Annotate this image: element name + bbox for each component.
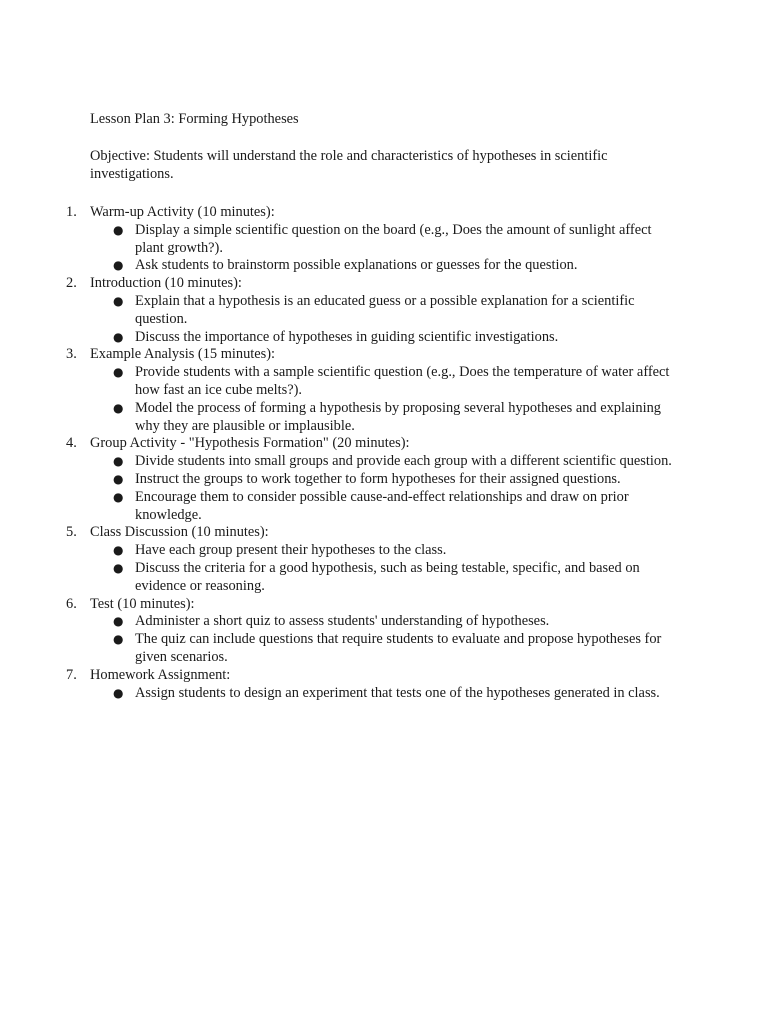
lesson-step-7 — [0, 667, 768, 703]
step-number: 3. — [66, 346, 77, 363]
bullet-item — [0, 257, 683, 275]
step-number: 7. — [66, 666, 77, 683]
bullet-text: Discuss the criteria for a good hypothesis, such as being testable, specific, and based on evidence or reasoning. — [135, 559, 640, 594]
step-heading — [0, 596, 768, 614]
bullet-point-icon: ● — [113, 632, 124, 647]
step-title: Introduction (10 minutes): — [90, 275, 242, 292]
step-heading — [0, 275, 768, 293]
bullet-text: Display a simple scientific question on the board (e.g., Does the amount of sunlight affect plant growth?). — [135, 221, 652, 256]
step-bullet-list — [0, 293, 768, 346]
bullet-item — [0, 631, 683, 667]
lesson-step-6 — [0, 596, 768, 667]
step-bullet-list — [0, 364, 768, 435]
bullet-item — [0, 542, 683, 560]
bullet-text: Explain that a hypothesis is an educated guess or a possible explanation for a scientific question. — [135, 292, 635, 327]
lesson-step-3 — [0, 346, 768, 435]
step-number: 5. — [66, 524, 77, 541]
bullet-text: Discuss the importance of hypotheses in guiding scientific investigations. — [135, 328, 559, 345]
step-heading — [0, 435, 768, 453]
step-title: Test (10 minutes): — [90, 595, 195, 612]
bullet-point-icon: ● — [113, 293, 124, 308]
bullet-text: Administer a short quiz to assess students' understanding of hypotheses. — [135, 613, 550, 630]
bullet-point-icon: ● — [113, 560, 124, 575]
step-bullet-list — [0, 222, 768, 275]
bullet-point-icon: ● — [113, 614, 124, 629]
bullet-text: Model the process of forming a hypothesis by proposing several hypotheses and explaining why they are plausible or implausible. — [135, 399, 661, 434]
step-title: Example Analysis (15 minutes): — [90, 346, 276, 363]
bullet-text: Divide students into small groups and provide each group with a different scientific question. — [135, 453, 672, 470]
step-title: Homework Assignment: — [90, 666, 231, 683]
bullet-point-icon: ● — [113, 400, 124, 415]
bullet-text: Instruct the groups to work together to form hypotheses for their assigned questions. — [135, 470, 621, 487]
bullet-item — [0, 329, 683, 347]
bullet-item — [0, 293, 683, 329]
step-number: 2. — [66, 275, 77, 292]
lesson-step-5 — [0, 524, 768, 595]
bullet-item — [0, 489, 683, 525]
bullet-item — [0, 613, 683, 631]
objective-paragraph: Objective: Students will understand the role and characteristics of hypotheses in scientific investigations. — [90, 148, 608, 182]
lesson-step-1 — [0, 204, 768, 275]
step-bullet-list — [0, 453, 768, 524]
bullet-item — [0, 453, 683, 471]
bullet-point-icon: ● — [113, 543, 124, 558]
bullet-text: Encourage them to consider possible cause-and-effect relationships and draw on prior knowledge. — [135, 488, 629, 523]
bullet-point-icon: ● — [113, 365, 124, 380]
step-title: Warm-up Activity (10 minutes): — [90, 204, 275, 220]
bullet-item — [0, 685, 683, 703]
lesson-step-2 — [0, 275, 768, 346]
step-title: Group Activity - "Hypothesis Formation" (20 minutes): — [90, 435, 410, 452]
step-heading — [0, 204, 768, 222]
step-number: 4. — [66, 435, 77, 452]
bullet-text: Assign students to design an experiment that tests one of the hypotheses generated in class. — [135, 684, 660, 701]
bullet-item — [0, 222, 683, 258]
bullet-point-icon: ● — [113, 329, 124, 344]
step-heading — [0, 524, 768, 542]
bullet-point-icon: ● — [113, 222, 124, 237]
bullet-item — [0, 471, 683, 489]
lesson-step-4 — [0, 435, 768, 524]
bullet-point-icon: ● — [113, 489, 124, 504]
bullet-point-icon: ● — [113, 258, 124, 273]
step-bullet-list — [0, 685, 768, 703]
bullet-point-icon: ● — [113, 685, 124, 700]
bullet-item — [0, 364, 683, 400]
step-number: 1. — [66, 204, 77, 220]
lesson-steps-list — [0, 204, 768, 702]
bullet-item — [0, 400, 683, 436]
bullet-text: The quiz can include questions that require students to evaluate and propose hypotheses for given scenarios. — [135, 631, 662, 665]
step-title: Class Discussion (10 minutes): — [90, 524, 269, 541]
step-heading — [0, 346, 768, 364]
bullet-text: Have each group present their hypotheses to the class. — [135, 542, 447, 559]
bullet-point-icon: ● — [113, 471, 124, 486]
bullet-text: Provide students with a sample scientific question (e.g., Does the temperature of water affect how fast an ice cube melts?). — [135, 364, 670, 398]
page-title: Lesson Plan 3: Forming Hypotheses — [90, 111, 299, 127]
bullet-text: Ask students to brainstorm possible explanations or guesses for the question. — [135, 257, 578, 274]
bullet-point-icon: ● — [113, 454, 124, 469]
step-bullet-list — [0, 542, 768, 595]
step-heading — [0, 667, 768, 685]
step-bullet-list — [0, 613, 768, 666]
step-number: 6. — [66, 595, 77, 612]
bullet-item — [0, 560, 683, 596]
